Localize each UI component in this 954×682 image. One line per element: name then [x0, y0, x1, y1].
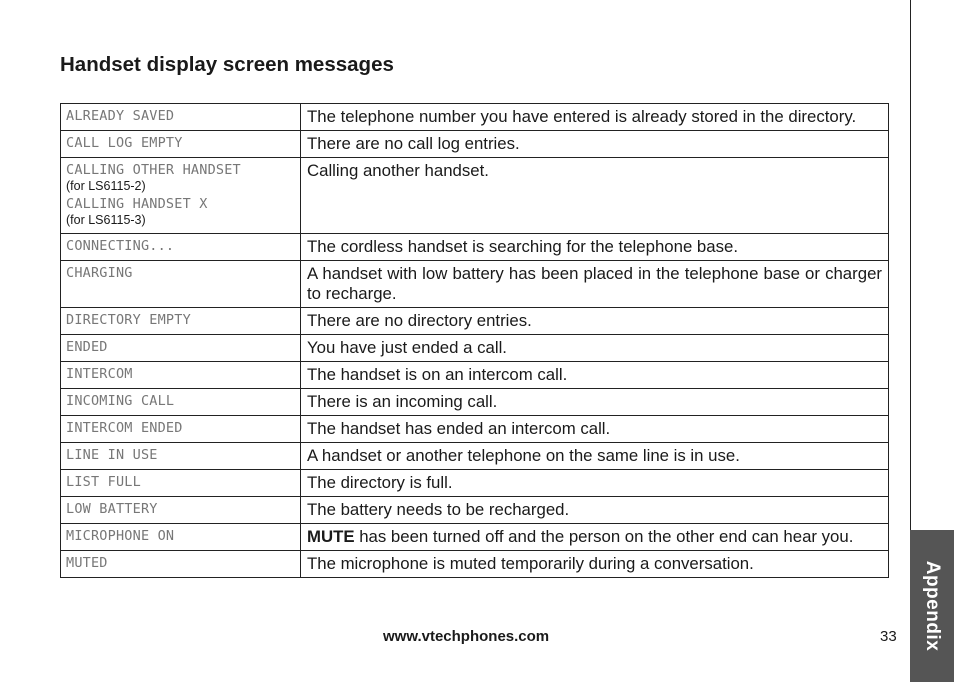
display-message-cell	[61, 470, 301, 497]
table-row	[61, 389, 889, 416]
description-cell: There is an incoming call.	[301, 389, 889, 416]
description-cell: A handset with low battery has been placed in the telephone base or charger to recharge.	[301, 261, 889, 308]
display-message: DIRECTORY EMPTY	[66, 312, 191, 328]
display-message-cell	[61, 389, 301, 416]
table-row	[61, 362, 889, 389]
display-message-cell	[61, 308, 301, 335]
footer-url: www.vtechphones.com	[383, 628, 550, 645]
table-row	[61, 158, 889, 234]
description-text: has been turned off and the person on the other end can hear you.	[354, 527, 854, 546]
display-message-cell	[61, 261, 301, 308]
display-message: LOW BATTERY	[66, 501, 158, 517]
table-row	[61, 443, 889, 470]
messages-table	[60, 103, 889, 578]
table-row	[61, 131, 889, 158]
description-cell: The handset is on an intercom call.	[301, 362, 889, 389]
display-message: CALLING OTHER HANDSET	[66, 162, 241, 178]
model-note: (for LS6115-3)	[66, 213, 146, 227]
description-cell: You have just ended a call.	[301, 335, 889, 362]
display-message-cell	[61, 335, 301, 362]
page-title: Handset display screen messages	[60, 53, 394, 76]
description-cell: The handset has ended an intercom call.	[301, 416, 889, 443]
display-message-cell	[61, 158, 301, 234]
display-message: CALL LOG EMPTY	[66, 135, 183, 151]
display-message-cell	[61, 524, 301, 551]
display-message: CALLING HANDSET X	[66, 196, 208, 212]
page-number: 33	[880, 628, 897, 645]
page-edge-rule	[910, 0, 911, 530]
display-message: INTERCOM ENDED	[66, 420, 183, 436]
description-cell: The telephone number you have entered is already stored in the directory.	[301, 104, 889, 131]
display-message-cell	[61, 443, 301, 470]
description-cell: Calling another handset.	[301, 158, 889, 234]
table-row	[61, 335, 889, 362]
display-message-cell	[61, 551, 301, 578]
description-cell: The directory is full.	[301, 470, 889, 497]
display-message-cell	[61, 416, 301, 443]
display-message: CHARGING	[66, 265, 133, 281]
description-cell	[301, 524, 889, 551]
description-cell: The microphone is muted temporarily during a conversation.	[301, 551, 889, 578]
table-row	[61, 497, 889, 524]
display-message-cell	[61, 497, 301, 524]
display-message: INTERCOM	[66, 366, 133, 382]
table-row	[61, 104, 889, 131]
appendix-tab-label: Appendix	[922, 560, 943, 652]
table-row	[61, 524, 889, 551]
description-cell: There are no directory entries.	[301, 308, 889, 335]
table-row	[61, 551, 889, 578]
table-row	[61, 416, 889, 443]
display-message: MUTED	[66, 555, 108, 571]
table-row	[61, 470, 889, 497]
table-row	[61, 234, 889, 261]
description-cell: There are no call log entries.	[301, 131, 889, 158]
mute-key-label: MUTE	[307, 527, 355, 546]
model-note: (for LS6115-2)	[66, 179, 146, 193]
table-row	[61, 308, 889, 335]
description-cell: A handset or another telephone on the same line is in use.	[301, 443, 889, 470]
display-message-cell	[61, 234, 301, 261]
display-message-cell	[61, 104, 301, 131]
display-message-cell	[61, 131, 301, 158]
display-message: CONNECTING...	[66, 238, 175, 254]
display-message: LIST FULL	[66, 474, 141, 490]
description-cell: The battery needs to be recharged.	[301, 497, 889, 524]
appendix-tab	[910, 530, 954, 682]
display-message: INCOMING CALL	[66, 393, 175, 409]
description-cell: The cordless handset is searching for the telephone base.	[301, 234, 889, 261]
display-message: LINE IN USE	[66, 447, 158, 463]
display-message: ALREADY SAVED	[66, 108, 175, 124]
display-message: ENDED	[66, 339, 108, 355]
display-message: MICROPHONE ON	[66, 528, 175, 544]
table-row	[61, 261, 889, 308]
display-message-cell	[61, 362, 301, 389]
